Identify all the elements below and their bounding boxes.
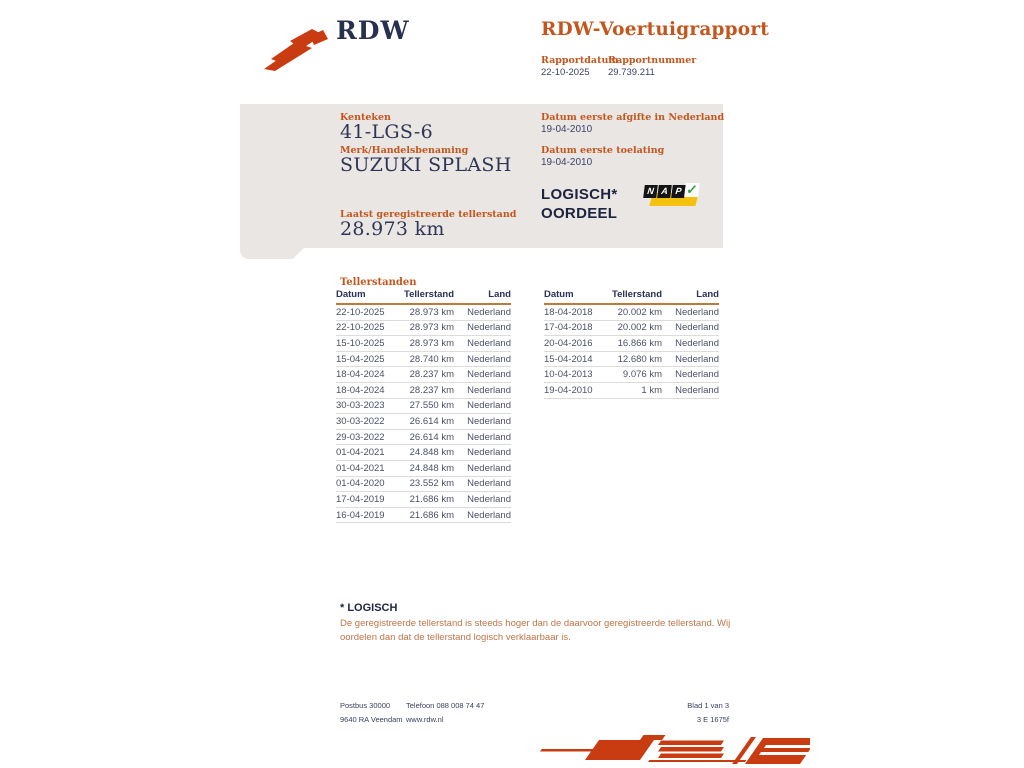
cell-land: Nederland [467, 431, 511, 443]
cell-land: Nederland [675, 369, 719, 381]
cell-land: Nederland [467, 353, 511, 365]
tellerstand-label: Laatst geregistreerde tellerstand [340, 209, 517, 220]
cell-datum: 22-10-2025 [336, 306, 385, 318]
cell-datum: 01-04-2020 [336, 478, 385, 490]
oordeel-line2: OORDEEL [541, 205, 618, 222]
cell-datum: 15-04-2014 [544, 353, 593, 365]
vehicle-panel-tab [240, 248, 304, 259]
cell-tellerstand: 28.973 km [409, 337, 454, 349]
cell-tellerstand: 23.552 km [409, 478, 454, 490]
vehicle-summary-panel [240, 104, 723, 248]
oordeel-line1: LOGISCH* [541, 186, 618, 203]
cell-land: Nederland [467, 322, 511, 334]
footnote-body: De geregistreerde tellerstand is steeds hoger dan de daarvoor geregistreerde tellerstand. Wij oordelen dan dat de tellerstand logisch verklaarbaar is. [340, 618, 731, 643]
merk-label: Merk/Handelsbenaming [340, 145, 469, 156]
eerste-toelating-value: 19-04-2010 [541, 157, 593, 168]
cell-tellerstand: 27.550 km [409, 400, 454, 412]
table-row [336, 492, 511, 508]
table-row [544, 352, 719, 368]
cell-land: Nederland [467, 509, 511, 521]
cell-land: Nederland [675, 306, 719, 318]
cell-datum: 01-04-2021 [336, 447, 385, 459]
col-header-tellerstand: Tellerstand [612, 289, 662, 300]
footnote-heading: * LOGISCH [340, 602, 398, 614]
oordeel-text [541, 185, 618, 223]
cell-land: Nederland [467, 400, 511, 412]
table-row [336, 305, 511, 321]
cell-land: Nederland [467, 384, 511, 396]
table-row [336, 352, 511, 368]
cell-datum: 20-04-2016 [544, 337, 593, 349]
cell-tellerstand: 26.614 km [409, 431, 454, 443]
tellerstanden-table-right [544, 289, 719, 399]
cell-datum: 19-04-2010 [544, 384, 593, 396]
footer-address-line2: 9640 RA Veendam [340, 715, 403, 724]
kenteken-label: Kenteken [340, 112, 391, 123]
col-header-land: Land [696, 289, 719, 300]
merk-value: SUZUKI SPLASH [340, 154, 512, 176]
table-row [544, 383, 719, 399]
tellerstanden-table-left [336, 289, 511, 523]
col-header-land: Land [488, 289, 511, 300]
cell-land: Nederland [675, 337, 719, 349]
footer-form-code: 3 E 1675f [696, 715, 729, 724]
table-row [336, 399, 511, 415]
table-row [336, 321, 511, 337]
col-header-datum: Datum [336, 289, 366, 300]
table-row [544, 336, 719, 352]
table-row [336, 414, 511, 430]
cell-land: Nederland [675, 322, 719, 334]
report-title: RDW-Voertuigrapport [541, 19, 770, 40]
cell-tellerstand: 28.740 km [409, 353, 454, 365]
tellerstand-value: 28.973 km [340, 218, 445, 240]
eerste-afgifte-value: 19-04-2010 [541, 124, 593, 135]
report-number-value: 29.739.211 [608, 67, 655, 78]
footer-phone: Telefoon 088 008 74 47 [406, 701, 485, 710]
cell-tellerstand: 24.848 km [409, 447, 454, 459]
rdw-wing-decoration-icon [540, 734, 810, 768]
cell-datum: 18-04-2024 [336, 384, 385, 396]
cell-land: Nederland [467, 493, 511, 505]
cell-datum: 22-10-2025 [336, 322, 385, 334]
cell-datum: 15-04-2025 [336, 353, 385, 365]
cell-tellerstand: 28.973 km [409, 322, 454, 334]
cell-datum: 18-04-2024 [336, 369, 385, 381]
tellerstanden-heading: Tellerstanden [340, 277, 417, 288]
cell-datum: 17-04-2019 [336, 493, 385, 505]
rdw-logo-wing-icon [262, 27, 332, 71]
nap-check-icon: ✓ [685, 182, 699, 197]
nap-letter-n: N [643, 185, 658, 198]
footer-address-line1: Postbus 30000 [340, 701, 391, 710]
col-header-datum: Datum [544, 289, 574, 300]
cell-land: Nederland [467, 478, 511, 490]
table-row [544, 305, 719, 321]
cell-land: Nederland [467, 462, 511, 474]
cell-datum: 18-04-2018 [544, 306, 593, 318]
cell-tellerstand: 21.686 km [409, 509, 454, 521]
table-body-left [336, 305, 511, 523]
cell-tellerstand: 9.076 km [622, 369, 662, 381]
cell-datum: 17-04-2018 [544, 322, 593, 334]
cell-datum: 16-04-2019 [336, 509, 385, 521]
eerste-toelating-label: Datum eerste toelating [541, 145, 665, 156]
cell-datum: 10-04-2013 [544, 369, 593, 381]
footer-page-number: Blad 1 van 3 [687, 701, 729, 710]
kenteken-value: 41-LGS-6 [340, 121, 434, 143]
table-row [544, 321, 719, 337]
footer-website[interactable]: www.rdw.nl [406, 715, 444, 724]
table-header-row [544, 289, 719, 305]
cell-land: Nederland [675, 353, 719, 365]
table-row [336, 430, 511, 446]
cell-datum: 01-04-2021 [336, 462, 385, 474]
table-row [336, 461, 511, 477]
cell-tellerstand: 12.680 km [617, 353, 662, 365]
cell-tellerstand: 28.973 km [409, 306, 454, 318]
cell-land: Nederland [467, 337, 511, 349]
cell-datum: 29-03-2022 [336, 431, 385, 443]
table-body-right [544, 305, 719, 399]
nap-letter-a: A [657, 185, 672, 198]
table-row [336, 445, 511, 461]
nap-logo [644, 183, 700, 209]
cell-datum: 30-03-2022 [336, 415, 385, 427]
table-row [336, 367, 511, 383]
cell-tellerstand: 24.848 km [409, 462, 454, 474]
table-row [544, 367, 719, 383]
rdw-wordmark: RDW [336, 16, 410, 45]
cell-land: Nederland [675, 384, 719, 396]
cell-tellerstand: 1 km [641, 384, 662, 396]
cell-land: Nederland [467, 415, 511, 427]
report-date-label: Rapportdatum [541, 55, 619, 66]
cell-tellerstand: 20.002 km [617, 322, 662, 334]
table-row [336, 477, 511, 493]
table-row [336, 508, 511, 524]
cell-tellerstand: 20.002 km [617, 306, 662, 318]
table-row [336, 336, 511, 352]
footer-contact [406, 699, 484, 727]
cell-datum: 30-03-2023 [336, 400, 385, 412]
nap-letter-p: P [671, 185, 686, 198]
eerste-afgifte-label: Datum eerste afgifte in Nederland [541, 112, 725, 123]
cell-tellerstand: 21.686 km [409, 493, 454, 505]
footer-page-info [609, 699, 729, 727]
cell-tellerstand: 26.614 km [409, 415, 454, 427]
cell-land: Nederland [467, 306, 511, 318]
report-date-value: 22-10-2025 [541, 67, 590, 78]
table-header-row [336, 289, 511, 305]
cell-datum: 15-10-2025 [336, 337, 385, 349]
footer-address [340, 699, 403, 727]
cell-tellerstand: 28.237 km [409, 369, 454, 381]
table-row [336, 383, 511, 399]
cell-land: Nederland [467, 369, 511, 381]
col-header-tellerstand: Tellerstand [404, 289, 454, 300]
cell-land: Nederland [467, 447, 511, 459]
report-number-label: Rapportnummer [608, 55, 697, 66]
cell-tellerstand: 16.866 km [617, 337, 662, 349]
cell-tellerstand: 28.237 km [409, 384, 454, 396]
